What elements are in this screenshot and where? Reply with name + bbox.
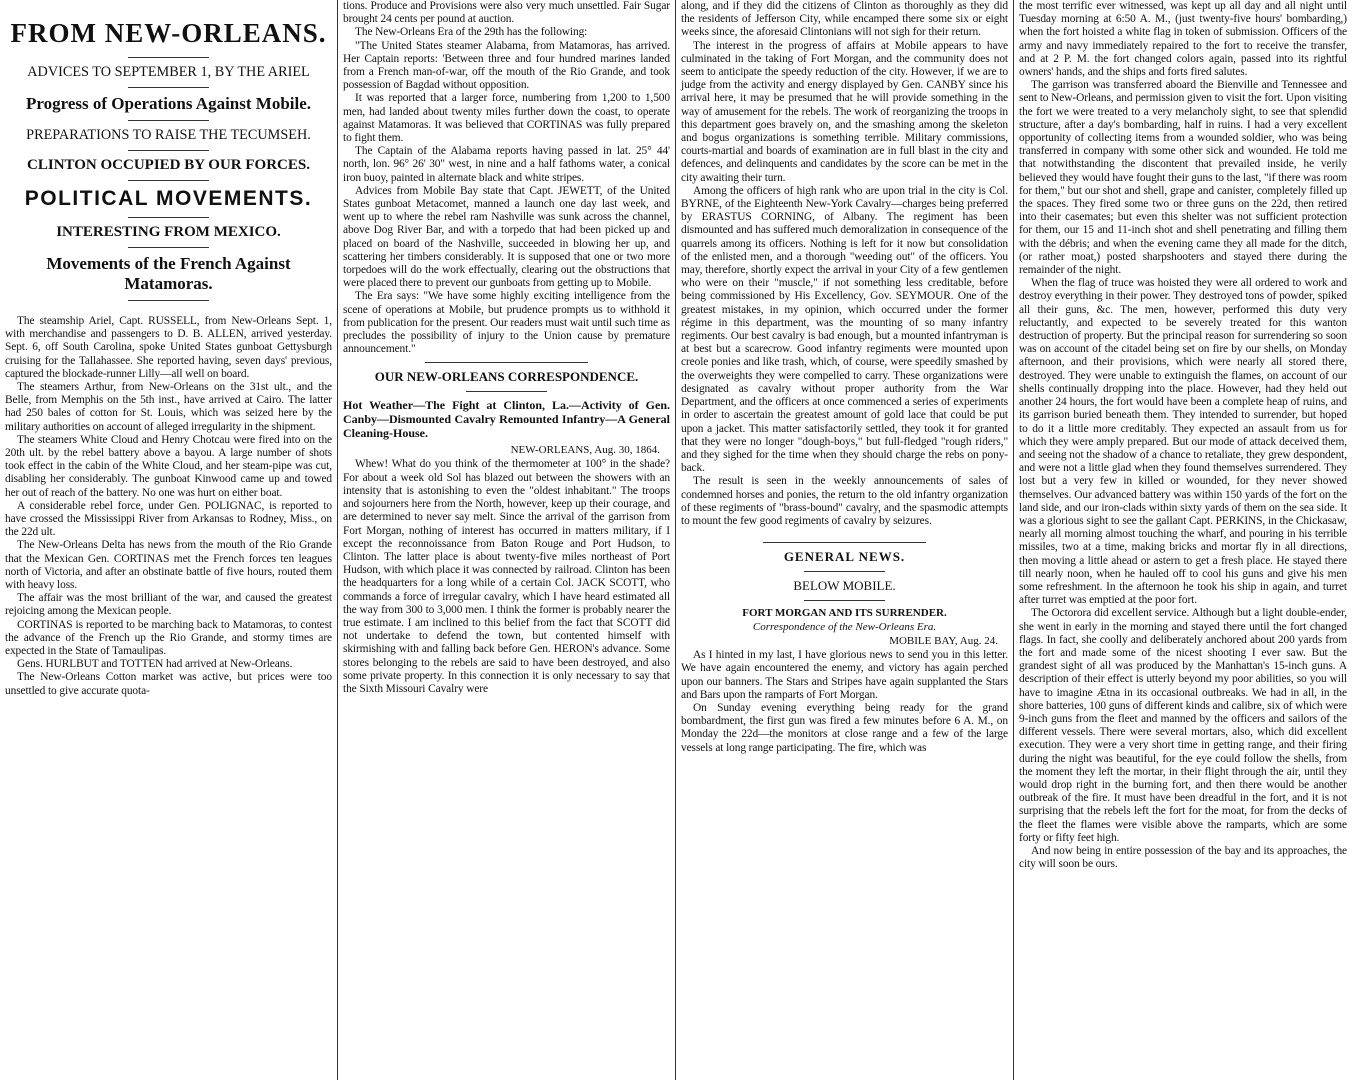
paragraph: Gens. HURLBUT and TOTTEN had arrived at New-Orleans. [17, 658, 293, 671]
paragraph: CORTINAS is reported to be marching back to Matamoras, to contest the advance of the French up the Rio Grande, and stormy times are expected in the State of Tamaulipas. [5, 618, 332, 658]
headline-correspondence: OUR NEW-ORLEANS CORRESPONDENCE. [374, 369, 639, 385]
column-2 [338, 0, 676, 1080]
deck-mobile: Progress of Operations Against Mobile. [25, 94, 312, 113]
deck-clinton: CLINTON OCCUPIED BY OUR FORCES. [27, 157, 310, 173]
divider [128, 120, 210, 121]
paragraph: The steamers Arthur, from New-Orleans on the 31st ult., and the Belle, from Memphis on the 5th inst., have arrived at Cairo. The latter had 250 bales of cotton for St. Louis, which was seized here by the military authorities on account of alleged irregularity in the shipment. [5, 381, 332, 433]
divider [804, 600, 886, 601]
paragraph: As I hinted in my last, I have glorious news to send you in this letter. We have again encountered the enemy, and victory has again perched upon our banners. The Stars and Stripes have again supplanted the Stars and Bars upon the ramparts of Fort Morgan. [681, 649, 1008, 701]
paragraph: The New-Orleans Era of the 29th has the following: [355, 26, 588, 39]
deck-fort-morgan: FORT MORGAN AND ITS SURRENDER. [742, 607, 947, 620]
paragraph: Whew! What do you think of the thermometer at 100° in the shade? For about a week old Sol has blazed out between the showers with an intensity that is astonishing to even the "oldest inhabitant." The troops and sojourners here from the North, however, keep up their courage, and are determined to never say melt. Since the arrival of the garrison from Fort Morgan, nothing of interest has occurred in matters military, if I except the reconnoissance from Baton Rouge and Port Hudson, to Clinton. The latter place is about twenty-five miles northeast of Port Hudson, with which place it was connected by railroad. Clinton has been the headquarters for a long while of a certain Col. JACK SCOTT, who commands a force of irregular cavalry, which I have heard estimated all the way from 300 to 3,000 men. I think the former is probably nearer the true estimate. I am inclined to this belief from the fact that SCOTT did not undertake to defend the town, but contented himself with skirmishing with and falling back before Gen. HERON's advance. Some stores belonging to the rebels are said to have been destroyed, and also some private property. In this connection it is only necessary to say that the Sixth Missouri Cavalry were [343, 458, 670, 695]
paragraph: A considerable rebel force, under Gen. POLIGNAC, is reported to have crossed the Mississippi River from Arkansas to Rodney, Miss., on the 22d ult. [5, 499, 332, 539]
deck-political: POLITICAL MOVEMENTS. [24, 187, 313, 210]
paragraph: the most terrific ever witnessed, was kept up all day and all night until Tuesday morning at 6:50 A. M., (just twenty-five hours' bombarding,) when the fort hoisted a white flag in token of submission. Officers of the army and navy immediately repaired to the fort to receive the transfer, and at 2 P. M. the fort changed colors again, passed into its rightful owners' hands, and the ships and forts fired salutes. [1019, 0, 1347, 79]
divider [128, 180, 210, 181]
divider [128, 300, 210, 301]
dateline: NEW-ORLEANS, Aug. 30, 1864. [510, 444, 660, 457]
subhead-below-mobile: BELOW MOBILE. [793, 578, 896, 594]
divider [804, 571, 886, 572]
paragraph: The steamship Ariel, Capt. RUSSELL, from New-Orleans Sept. 1, with merchandise and passengers to D. B. ALLEN, arrived yesterday. Sept. 6, off South Carolina, spoke United States gunboat Gettysburgh cruising for the Tallahassee. She reported having, seven days' previous, captured the blockade-runner Lilly—all well on board. [5, 315, 332, 380]
paragraph: When the flag of truce was hoisted they were all ordered to work and destroy everything in their power. They destroyed tons of powder, spiked all their guns, &c. The men, however, performed this duty very reluctantly, and expected to be severely treated for this wanton destruction of property. But the principal reason for surrendering so soon was on account of the citadel being set on fire by our shells, on Monday afternoon, and their provisions, which were nearly all stored there, destroyed. They were unable to extinguish the flames, on account of our shells continually dropping into the place. However, had they held out another 24 hours, the fort would have been a complete heap of ruins, and its garrison buried beneath them. They intended to surrender, but hoped to do it a little more creditably. They expected an assault from us for which they were amply prepared. But our mode of attack deceived them, and seeing not the shadow of a chance to retaliate, they grew despondent, and were not a little glad when they found themselves surrendered. They lost but a very few in killed or wounded, for they never showed themselves. Our advanced battery was within 150 yards of the fort on the land side, and our iron-clads within sixty yards of them on the sea side. It was a glorious sight to see the gallant Capt. PERKINS, in the Chickasaw, nearly all morning almost touching the wharf, and pouring in his terrible missiles, two at a time, making bricks and mortar fly in all directions, then moving a little ahead or astern to get a fresh place. He stayed there till nearly noon, when he hauled off to cool his guns and give his men some refreshment. In the afternoon he took his ship in again, and turret after turret was emptied at the poor fort. [1019, 277, 1347, 607]
headline-general-news: GENERAL NEWS. [783, 549, 906, 565]
divider [128, 87, 210, 88]
column-1 [0, 0, 338, 1080]
column-4 [1014, 0, 1352, 1080]
deck-advices: ADVICES TO SEPTEMBER 1, BY THE ARIEL [27, 64, 310, 80]
deck-hot-weather: Hot Weather—The Fight at Clinton, La.—Activity of Gen. Canby—Dismounted Cavalry Remounted Infantry—A General Cleaning-House. [343, 398, 670, 441]
paragraph: It was reported that a larger force, numbering from 1,200 to 1,500 men, had landed about twenty miles further down the coast, to operate against Matamoras. It was believed that CORTINAS was fully prepared to fight them. [343, 92, 670, 145]
paragraph: The Captain of the Alabama reports having passed in lat. 25° 44' north, lon. 96° 26' 30" west, in nine and a half fathoms water, a conical iron buoy, painted in alternate black and white stripes. [343, 145, 670, 184]
deck-french: Movements of the French Against Matamoras. [46, 254, 291, 293]
divider [128, 150, 210, 151]
paragraph: The affair was the most brilliant of the war, and caused the greatest rejoicing among the Mexican people. [5, 592, 332, 618]
credit-line: Correspondence of the New-Orleans Era. [752, 621, 937, 634]
paragraph: The New-Orleans Cotton market was active, but prices were too unsettled to give accurate quota- [5, 671, 332, 697]
divider [128, 217, 210, 218]
paragraph: "The United States steamer Alabama, from Matamoras, has arrived. Her Captain reports: 'Between three and four hundred marines landed from a French man-of-war, off the mouth of the Rio Grande, and took possession of Bagdad without opposition. [343, 39, 670, 92]
paragraph: The interest in the progress of affairs at Mobile appears to have culminated in the taking of Fort Morgan, and the community does not seem to anticipate the speedy reduction of the city. However, if we are to judge from the activity and energy displayed by Gen. CANBY since his arrival here, it may be presumed that he will provide something in the way of amusement for the rebels. The work of reorganizing the troops in this department goes bravely on, and the smashing among the skeleton and bogus organizations is something terrible. Military commissions, courts-martial and boards of examination are in full blast in the city and defences, and delinquents and candidates by the score can be met in the city awaiting their turn. [681, 39, 1008, 184]
paragraph: On Sunday evening everything being ready for the grand bombardment, the first gun was fired a few minutes before 6 A. M., on Monday the 22d—the monitors at close range and a few of the large vessels at long range participating. The fire, which was [681, 701, 1008, 754]
paragraph: The steamers White Cloud and Henry Chotcau were fired into on the 20th ult. by the rebel battery above a bayou. A large number of shots took effect in the cabin of the White Cloud, and her steam-pipe was cut, disabling her considerably. The gunboat Kinwood came up and towed her out of reach of the battery. No one was hurt on either boat. [5, 433, 332, 499]
paragraph: tions. Produce and Provisions were also very much unsettled. Fair Sugar brought 24 cents per pound at auction. [343, 0, 670, 26]
paragraph: Advices from Mobile Bay state that Capt. JEWETT, of the United States gunboat Metacomet, manned a launch one day last week, and went up to where the rebel ram Nashville was sunk across the channel, above Dog River Bar, and with a torpedo that had been picked up and placed on board of the Nashville, succeeded in blowing her up, and scattering her timbers considerably. It is supposed that one or two more torpedoes will do the work effectually, clearing out the obstructions that were placed there to prevent our gunboats from getting up to Mobile. [343, 184, 670, 290]
paragraph: along, and if they did the citizens of Clinton as thoroughly as they did the residents of Jefferson City, while encamped there some six or eight weeks since, the aforesaid Clintonians will not sigh for their return. [681, 0, 1008, 39]
divider [128, 57, 210, 58]
deck-tecumseh: PREPARATIONS TO RAISE THE TECUMSEH. [26, 127, 311, 143]
paragraph: The garrison was transferred aboard the Bienville and Tennessee and sent to New-Orleans, and permission given to visit the fort. Upon visiting the fort we were treated to a very melancholy sight, to see that splendid structure, after a day's bombarding, half in ruins. I had a very excellent opportunity of collecting items from a wounded soldier, who was being transferred in company with some other sick and wounded. He told me that notwithstanding the discontent that prevailed inside, he verily believed they would have fought their guns to the last, "if there was room for them," but our shot and shell, grape and canister, completely filled up the spaces. They fired some two or three guns on the 22d, then retired into their casemates; but even this shelter was not sufficient protection for them, our 15 and 11-inch shot and shell penetrating and filling them with the débris; and when the evening came they all made for the ditch, (or rather moat,) posted sharpshooters and stayed there during the remainder of the night. [1019, 79, 1347, 277]
headline-from-new-orleans: FROM NEW-ORLEANS. [10, 18, 327, 48]
deck-mexico: INTERESTING FROM MEXICO. [56, 224, 281, 240]
divider [128, 247, 210, 248]
divider [763, 542, 927, 543]
divider [425, 362, 589, 363]
column-3 [676, 0, 1014, 1080]
paragraph: The New-Orleans Delta has news from the mouth of the Rio Grande that the Mexican Gen. CORTINAS met the French forces ten leagues north of Victoria, and after an obstinate battle of five hours, routed them with heavy loss. [5, 539, 332, 592]
dateline: MOBILE BAY, Aug. 24. [889, 635, 998, 648]
paragraph: And now being in entire possession of the bay and its approaches, the city will soon be ours. [1019, 845, 1347, 871]
paragraph: The Octorora did excellent service. Although but a light double-ender, she went in early in the morning and stayed there until the fort changed flags. In fact, she coolly and deliberately anchored about 200 yards from the fort and made some of the nicest shooting I ever saw. But the grandest sight of all was produced by the Manhattan's 15-inch guns. A description of their effect is utterly beyond my poor abilities, so you will have to imagine Ætna in its occasional outbreaks. We had in all, in the shore batteries, 100 guns of different kinds and calibre, six of which were 9-inch guns from the fleet and manned by the officers and sailors of the different vessels. There were several mortars, also, which did excellent execution. They were a very short time in getting range, and their firing during the night was beautiful, for the eye could follow the shells, from the moment they left the mortar, in their flight through the air, until they would drop right in the burning fort, and then there would be another outbreak of the fire. It must have been dreadful in the fort, and it is not surprising that the rebels left the fort for the moat, for from the decks of the fleet the flames were visible above the ramparts, which are some forty or fifty feet high. [1019, 607, 1347, 844]
paragraph: Among the officers of high rank who are upon trial in the city is Col. BYRNE, of the Eighteenth New-York Cavalry—charges being preferred by ERASTUS CORNING, of Albany. The regiment has been dismounted and has suffered much demoralization in consequence of the quarrels among its officers. Nothing is left for it now but consolidation of the enlisted men, and a thorough "weeding out" of the officers. You may, therefore, shortly expect the arrival in your City of a few gentlemen who were on their "muscle," if not something less creditable, before being commissioned by His Excellency, Gov. SEYMOUR. One of the greatest mistakes, in my opinion, which occurred under the former régime in this department, was the mounting of so many infantry regiments. Our best cavalry is bad enough, but a mounted infantryman is at best but a scarecrow. Good infantry regiments were mounted upon creole ponies and like trash, which, of course, were speedily smashed by the overweights they were compelled to carry. These organizations were designated as cavalry without proper authority from the War Department, and the officers at once commenced a series of experiments in order to ascertain the greatest amount of gold lace that could be put upon a jacket. This matter satisfactorily settled, they took it for granted that they were no longer "dough-boys," but full-fledged "rough riders," and they sighed for the time when they should charge the rebs on pony-back. [681, 184, 1008, 475]
paragraph: The result is seen in the weekly announcements of sales of condemned horses and ponies, the return to the old infantry organization of these regiments of "brass-bound" cavalry, and the spasmodic attempts to mount the few good regiments of cavalry by seizures. [681, 475, 1008, 527]
divider [466, 391, 548, 392]
paragraph: The Era says: "We have some highly exciting intelligence from the scene of operations at Mobile, but prudence prompts us to withhold it from publication for the present. Our readers must wait until such time as precludes the possibility of injury to the Union cause by premature announcement." [343, 290, 670, 356]
